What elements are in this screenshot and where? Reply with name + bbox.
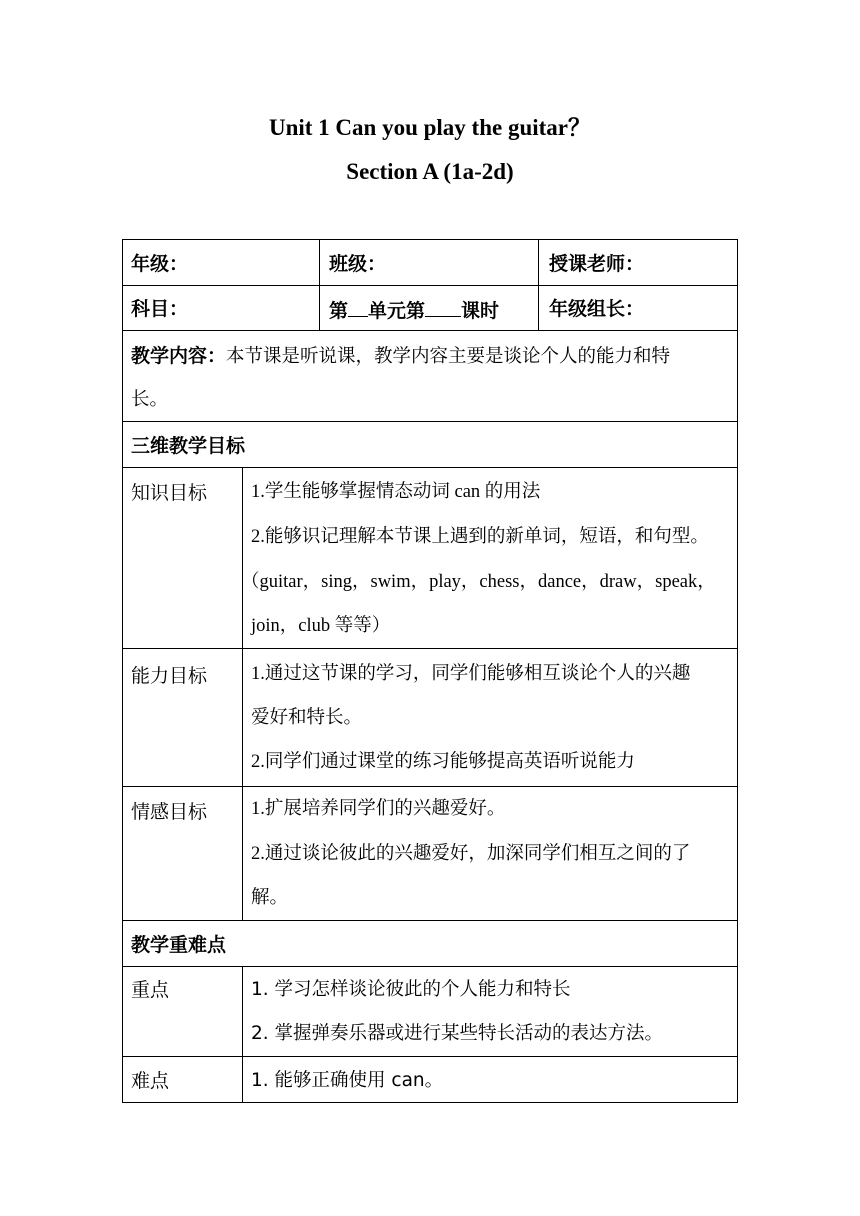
grade-label: 年级： [131,253,189,275]
content-text1: 本节课是听说课，教学内容主要是谈论个人的能力和特 [226,346,671,367]
difficult-content-cell [242,1056,738,1103]
period-part1: 第 [329,300,349,322]
emotion-line1: 1.扩展培养同学们的兴趣爱好。 [251,799,506,819]
knowledge-content-cell [242,467,738,649]
document-title: Unit 1 Can you play the guitar？ [268,115,592,140]
content-line1 [131,343,670,370]
period-part3: 课时 [461,300,500,322]
ability-label: 能力目标 [131,665,208,687]
key-line1: 1. 学习怎样谈论彼此的个人能力和特长 [251,979,571,1000]
content-text2: 长。 [131,389,169,410]
ability-line1: 1.通过这节课的学习，同学们能够相互谈论个人的兴趣 [251,664,691,684]
class-label: 班级： [329,253,387,275]
grade-cell [122,239,320,286]
objectives-heading-cell [122,421,738,468]
leader-cell [538,285,738,331]
key-label: 重点 [131,979,170,1001]
content-cell [122,330,738,422]
ability-line2: 爱好和特长。 [251,708,363,728]
difficult-label-cell [122,1056,243,1103]
ability-content-cell [242,648,738,787]
emotion-line2: 2.通过谈论彼此的兴趣爱好，加深同学们相互之间的了 [251,844,691,864]
period-part2: 单元第 [368,300,426,322]
emotion-label-cell [122,786,243,921]
subject-label: 科目： [131,298,189,320]
knowledge-label-cell [122,467,243,649]
emotion-content-cell [242,786,738,921]
knowledge-line1: 1.学生能够掌握情态动词 can 的用法 [251,482,541,502]
period-cell [319,285,539,331]
knowledge-line3: （guitar，sing，swim，play，chess，dance，draw，speak， [241,572,716,592]
lesson-blank [425,296,461,317]
objectives-heading: 三维教学目标 [131,435,246,457]
period-label [329,296,499,324]
subject-cell [122,285,320,331]
ability-line3: 2.同学们通过课堂的练习能够提高英语听说能力 [251,752,635,772]
difficult-line1: 1. 能够正确使用 can。 [251,1070,444,1091]
knowledge-label: 知识目标 [131,482,208,504]
emotion-label: 情感目标 [131,801,208,823]
knowledge-line2: 2.能够识记理解本节课上遇到的新单词，短语，和句型。 [251,527,709,547]
keypoints-heading: 教学重难点 [131,934,227,956]
teacher-cell [538,239,738,286]
unit-blank [348,296,368,317]
teacher-label: 授课老师： [549,253,645,275]
key-line2: 2. 掌握弹奏乐器或进行某些特长活动的表达方法。 [251,1023,664,1044]
knowledge-line4: join，club 等等） [251,616,391,636]
key-label-cell [122,966,243,1057]
emotion-line3: 解。 [251,888,289,908]
difficult-label: 难点 [131,1070,170,1092]
document-subtitle: Section A (1a-2d) [346,159,514,184]
content-label: 教学内容： [131,345,227,367]
key-content-cell [242,966,738,1057]
keypoints-heading-cell [122,920,738,967]
class-cell [319,239,539,286]
leader-label: 年级组长： [549,298,645,320]
lesson-plan-table [122,239,738,1103]
ability-label-cell [122,648,243,787]
